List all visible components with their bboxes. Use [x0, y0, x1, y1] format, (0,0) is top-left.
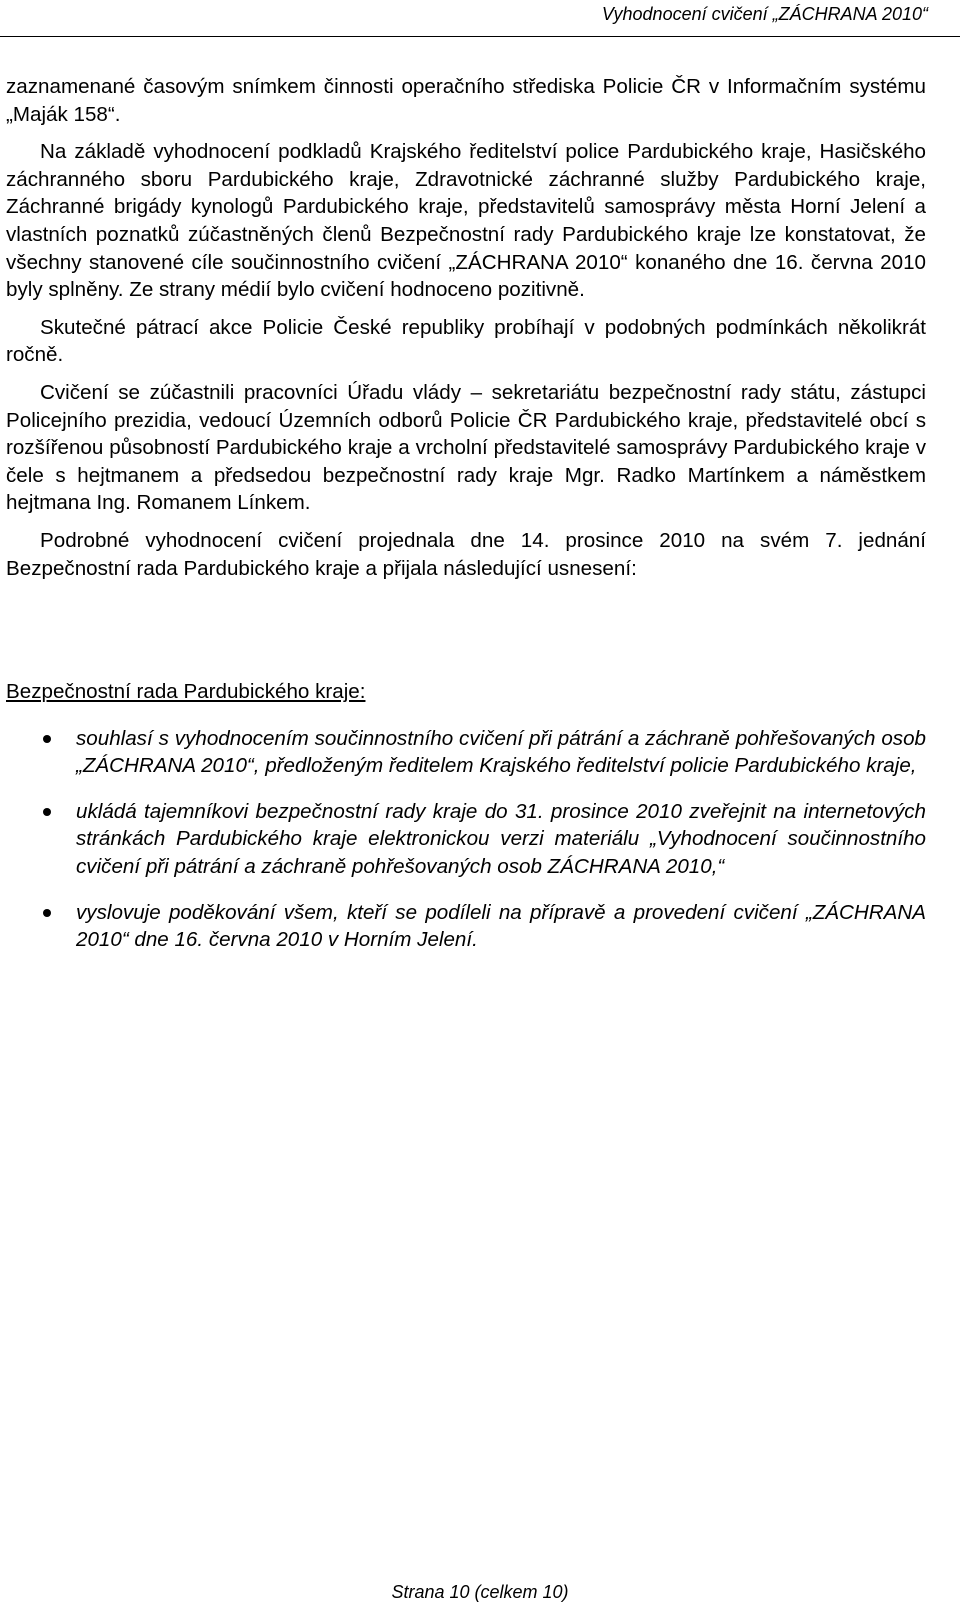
resolution-item-text: vyslovuje poděkování všem, kteří se podíleli na přípravě a provedení cvičení „ZÁCHRANA 2010“ dne 16. června 2010 v Horním Jelení. — [76, 900, 926, 952]
resolution-heading: Bezpečnostní rada Pardubického kraje: — [6, 680, 366, 704]
paragraph-continuation: zaznamenané časovým snímkem činnosti operačního střediska Policie ČR v Informačním systému „Maják 158“. — [6, 75, 926, 126]
paragraph-participants: Cvičení se zúčastnili pracovníci Úřadu vlády – sekretariátu bezpečnostní rady státu, zástupci Policejního prezidia, vedoucí Územních odborů Policie ČR Pardubického kraje, představitelé obcí s rozšířenou působností Pardubického kraje a vrcholní představitelé samosprávy Pardubického kraje v čele s hejtmanem a předsedou bezpečnostní rady kraje Mgr. Radko Martínkem a náměstkem hejtmana Ing. Romanem Línkem. — [6, 380, 926, 515]
header-rule — [0, 36, 960, 37]
bullet-icon — [43, 808, 51, 816]
page-footer — [0, 1582, 960, 1603]
resolution-item — [6, 899, 926, 954]
resolution-list — [6, 725, 926, 954]
page-number: Strana 10 (celkem 10) — [391, 1582, 569, 1602]
running-header — [0, 0, 960, 40]
document-body — [6, 73, 926, 972]
resolution-item — [6, 798, 926, 881]
resolution-item — [6, 725, 926, 780]
resolution-item-text: souhlasí s vyhodnocením součinnostního cvičení při pátrání a záchraně pohřešovaných osob „ZÁCHRANA 2010“, předloženým ředitelem Krajského ředitelství policie Pardubického kraje, — [76, 726, 926, 778]
paragraph-council-meeting: Podrobné vyhodnocení cvičení projednala dne 14. prosince 2010 na svém 7. jednání Bezpečnostní rada Pardubického kraje a přijala následující usnesení: — [6, 528, 926, 580]
bullet-icon — [43, 735, 51, 743]
running-header-title: Vyhodnocení cvičení „ZÁCHRANA 2010“ — [601, 4, 928, 24]
resolution-item-text: ukládá tajemníkovi bezpečnostní rady kraje do 31. prosince 2010 zveřejnit na internetových stránkách Pardubického kraje elektronickou verzi materiálu „Vyhodnocení součinnostního cvičení při pátrání a záchraně pohřešovaných osob ZÁCHRANA 2010,“ — [76, 799, 926, 879]
paragraph-search-actions: Skutečné pátrací akce Policie České republiky probíhají v podobných podmínkách několikrát ročně. — [6, 315, 926, 367]
bullet-icon — [43, 909, 51, 917]
paragraph-evaluation: Na základě vyhodnocení podkladů Krajského ředitelství police Pardubického kraje, Hasičského záchranného sboru Pardubického kraje, Zdravotnické záchranné služby Pardubického kraje, Záchranné brigády kynologů Pardubického kraje, představitelů samosprávy města Horní Jelení a vlastních poznatků zúčastněných členů Bezpečnostní rady Pardubického kraje lze konstatovat, že všechny stanovené cíle součinnostního cvičení „ZÁCHRANA 2010“ konaného dne 16. června 2010 byly splněny. Ze strany médií bylo cvičení hodnoceno pozitivně. — [6, 140, 926, 302]
